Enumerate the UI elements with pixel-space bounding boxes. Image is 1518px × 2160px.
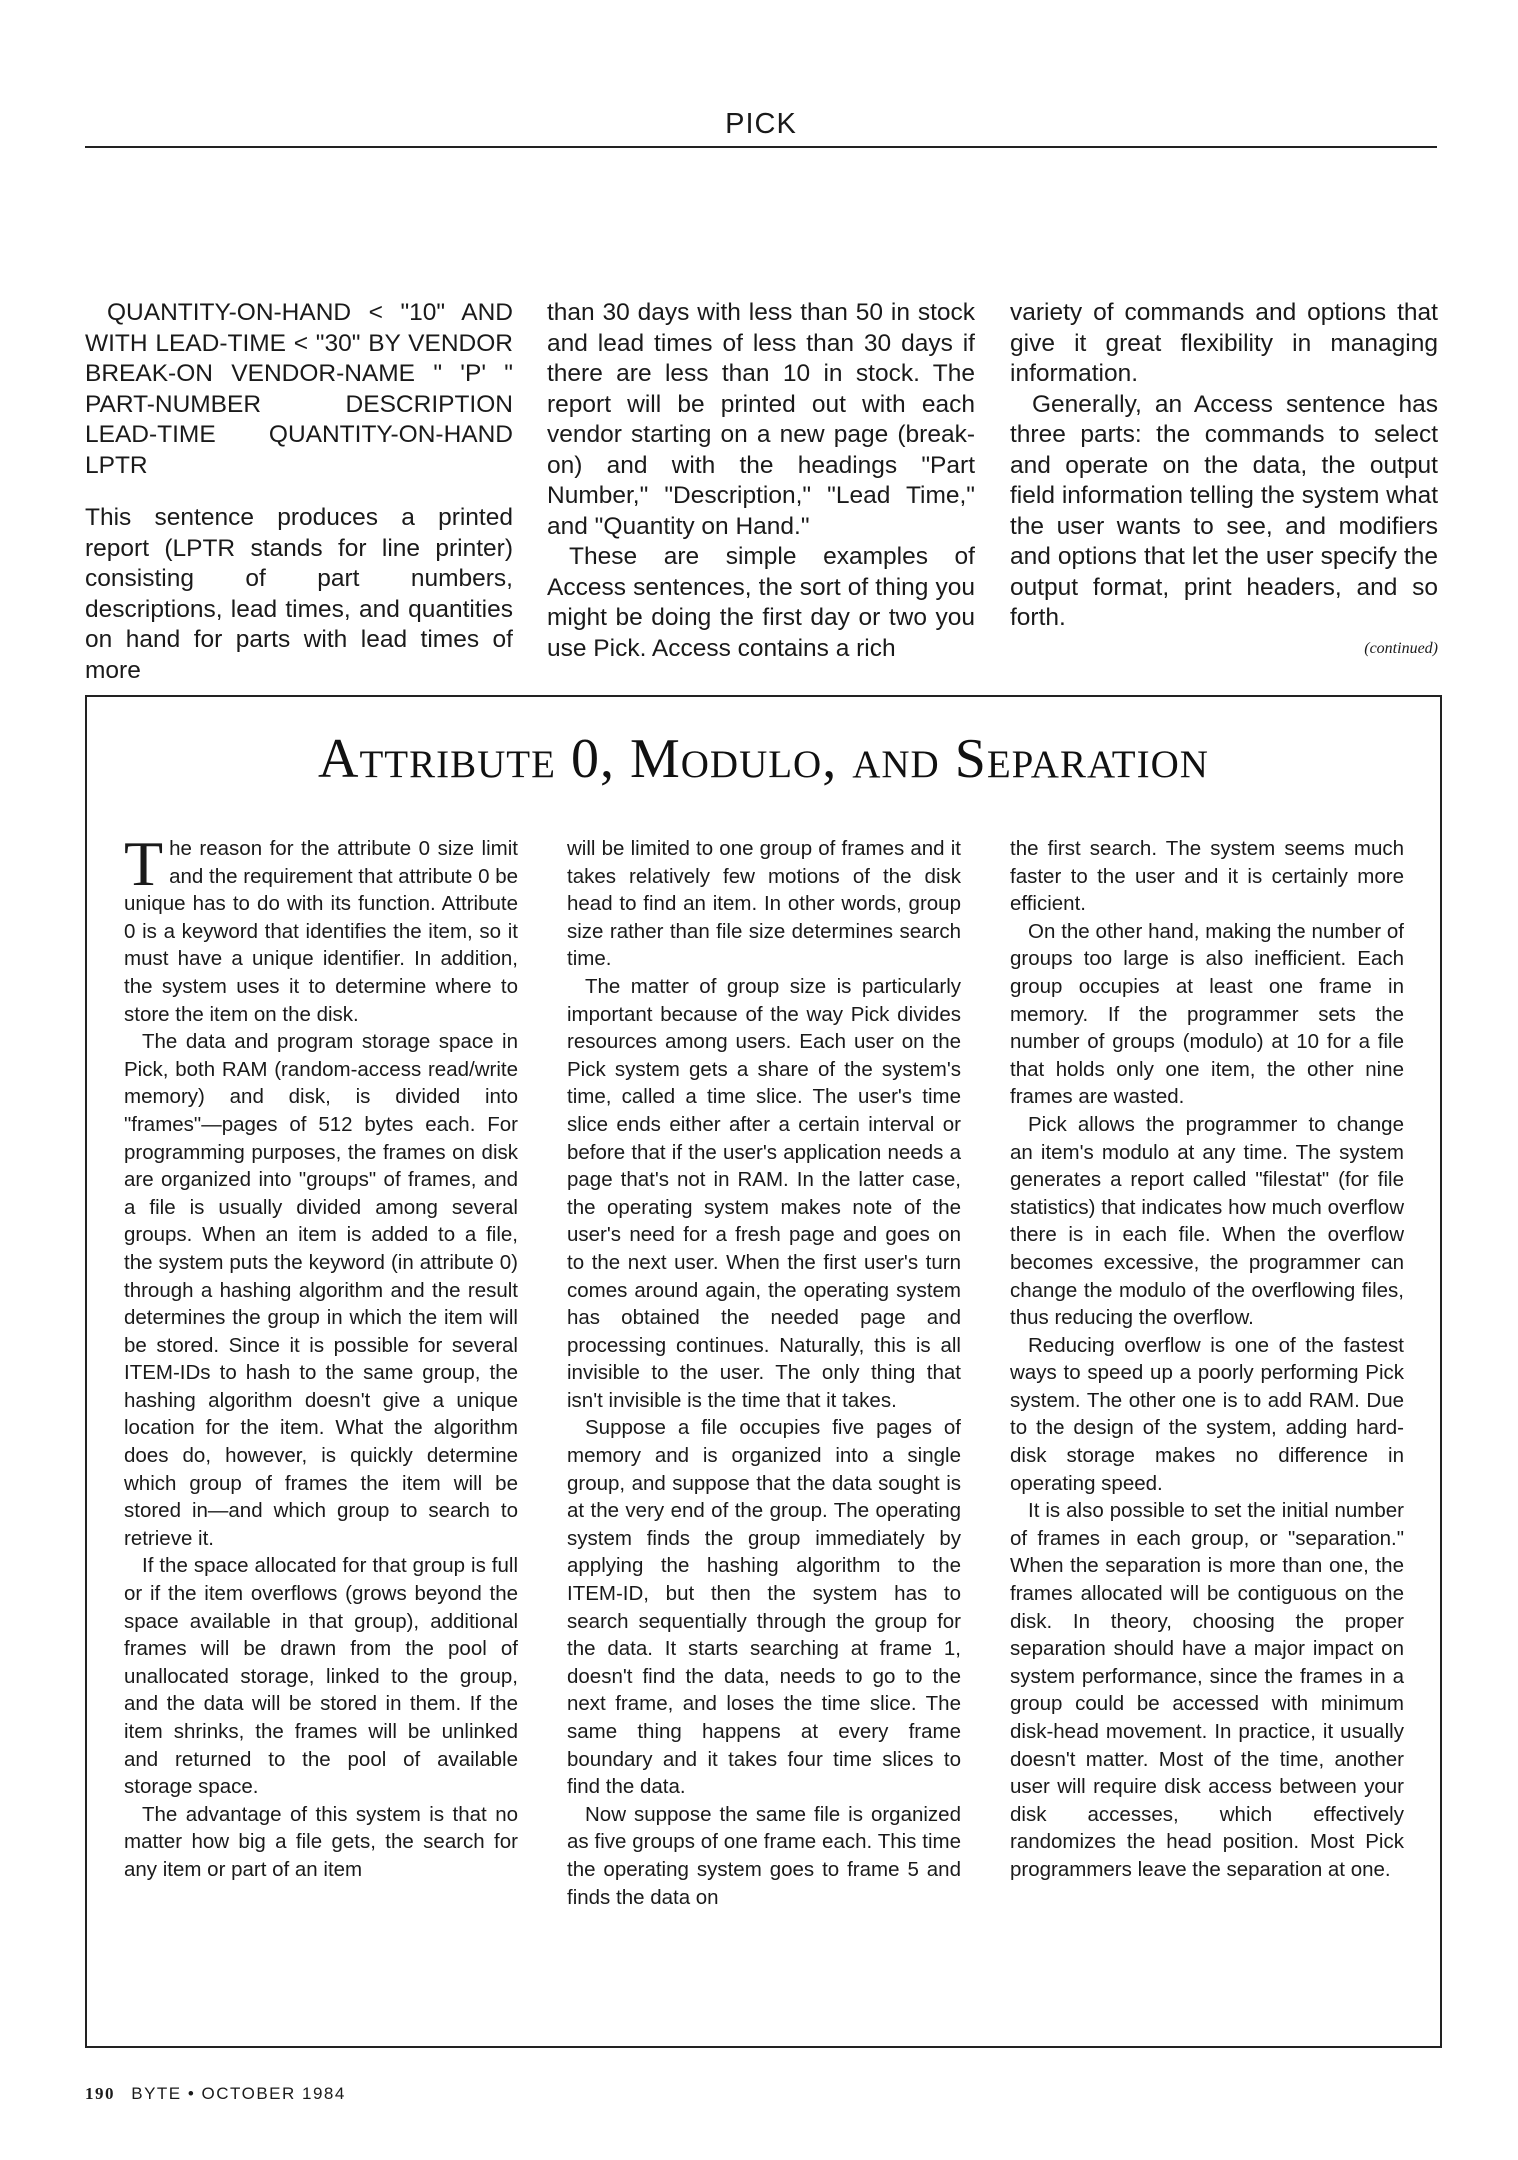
sidebar-paragraph: If the space allocated for that group is full or if the item overflows (grows beyond the space available in that group), additional frames will be drawn from the pool of unallocated storage, linked to the group, and the data will be stored in them. If the item shrinks, the frames will be unlinked and returned to the pool of available storage space. xyxy=(124,1554,518,1799)
sidebar-column-2 xyxy=(567,835,961,1911)
sidebar-paragraph: the first search. The system seems much faster to the user and it is certainly more efficient. xyxy=(1010,837,1404,916)
sidebar-paragraph: Suppose a file occupies five pages of memory and is organized into a single group, and suppose that the data sought is at the very end of the group. The operating system finds the group immediately by applying the hashing algorithm to the ITEM-ID, but then the system has to search sequentially through the group for the data. It starts searching at frame 1, doesn't find the data, needs to go to the next frame, and loses the time slice. The same thing happens at every frame boundary and it takes four time slices to find the data. xyxy=(567,1416,961,1799)
article-paragraph: This sentence produces a printed report (LPTR stands for line printer) consisting of part numbers, descriptions, lead times, and quantities on hand for parts with lead times of more xyxy=(85,504,513,684)
sidebar-title: Attribute 0, Modulo, and Separation xyxy=(318,728,1209,790)
running-header: PICK xyxy=(725,108,797,140)
article-column-3 xyxy=(1010,298,1438,634)
sidebar-paragraph: The data and program storage space in Pick, both RAM (random-access read/write memory) and disk, is divided into "frames"—pages of 512 bytes each. For programming purposes, the frames on disk are organized into "groups" of frames, and a file is usually divided among several groups. When an item is added to a file, the system puts the keyword (in attribute 0) through a hashing algorithm and the result determines the group in which the item will be stored. Since it is possible for several ITEM-IDs to hash to the same group, the hashing algorithm doesn't give a unique location for the item. What the algorithm does do, however, is quickly determine which group of frames the item will be stored in—and which group to search to retrieve it. xyxy=(124,1030,518,1550)
sidebar-paragraph: It is also possible to set the initial number of frames in each group, or "separation." When the separation is more than one, the frames allocated will be contiguous on the disk. In theory, choosing the proper separation should have a major impact on system performance, since the frames in a group could be accessed with minimum disk-head movement. In practice, it usually doesn't matter. Most of the time, another user will require disk access between your disk accesses, which effectively randomizes the head position. Most Pick programmers leave the separation at one. xyxy=(1010,1499,1404,1881)
sidebar-paragraph: Pick allows the programmer to change an item's modulo at any time. The system generates a report called "filestat" (for file statistics) that indicates how much overflow there is in each file. When the overflow becomes excessive, the programmer can change the modulo of the overflowing files, thus reducing the overflow. xyxy=(1010,1112,1404,1330)
access-sentence: QUANTITY-ON-HAND < "10" AND WITH LEAD-TIME < "30" BY VENDOR BREAK-ON VENDOR-NAME " 'P' " PART-NUMBER DESCRIPTION LEAD-TIME QUANTITY-ON-HAND LPTR xyxy=(85,299,513,479)
sidebar-paragraph: The matter of group size is particularly important because of the way Pick divides resources among users. Each user on the Pick system gets a share of the system's time, called a time slice. The user's time slice ends either after a certain interval or before that if the user's application needs a page that's not in RAM. In the latter case, the operating system makes note of the user's need for a fresh page and goes on to the next user. When the first user's turn comes around again, the operating system has obtained the needed page and processing continues. Naturally, this is all invisible to the user. The only thing that isn't invisible is the time that it takes. xyxy=(567,974,961,1412)
article-column-2 xyxy=(547,298,975,664)
sidebar-column-3 xyxy=(1010,835,1404,1884)
drop-cap: T xyxy=(124,828,164,899)
page-number: 190 xyxy=(85,2084,115,2103)
article-paragraph: than 30 days with less than 50 in stock and lead times of less than 30 days if there are less than 10 in stock. The report will be printed out with each vendor starting on a new page (break-on) and with the headings "Part Number," "Description," "Lead Time," and "Quantity on Hand." xyxy=(547,299,975,540)
publication-line: BYTE • OCTOBER 1984 xyxy=(131,2084,346,2103)
sidebar-box xyxy=(85,695,1442,2048)
sidebar-paragraph xyxy=(124,828,518,1028)
continued-note: (continued) xyxy=(1364,640,1438,657)
sidebar-paragraph: On the other hand, making the number of groups too large is also inefficient. Each group occupies at least one frame in memory. If the programmer sets the number of groups (modulo) at 10 for a file that holds only one item, the other nine frames are wasted. xyxy=(1010,919,1404,1109)
article-column-1 xyxy=(85,298,513,686)
sidebar-paragraph: Reducing overflow is one of the fastest ways to speed up a poorly performing Pick system. The other one is to add RAM. Due to the design of the system, adding hard-disk storage makes no difference in operating speed. xyxy=(1010,1333,1404,1495)
sidebar-paragraph: The advantage of this system is that no matter how big a file gets, the search for any item or part of an item xyxy=(124,1802,518,1881)
sidebar-column-1 xyxy=(124,828,518,1884)
article-paragraph: These are simple examples of Access sentences, the sort of thing you might be doing the first day or two you use Pick. Access contains a rich xyxy=(547,543,975,662)
sidebar-paragraph: Now suppose the same file is organized as five groups of one frame each. This time the operating system goes to frame 5 and finds the data on xyxy=(567,1802,961,1909)
header-rule xyxy=(85,146,1437,148)
page-footer xyxy=(85,2084,346,2104)
article-paragraph: Generally, an Access sentence has three parts: the commands to select and operate on the data, the output field information telling the system what the user wants to see, and modifiers and options that let the user specify the output format, print headers, and so forth. xyxy=(1010,390,1438,631)
sidebar-paragraph: will be limited to one group of frames and it takes relatively few motions of the disk head to find an item. In other words, group size rather than file size determines search time. xyxy=(567,837,961,971)
article-paragraph: variety of commands and options that give it great flexibility in managing information. xyxy=(1010,299,1438,387)
sidebar-paragraph-text: he reason for the attribute 0 size limit and the requirement that attribute 0 be unique has to do with its function. Attribute 0 is a keyword that identifies the item, so it must have a unique identifier. In addition, the system uses it to determine where to store the item on the disk. xyxy=(124,837,518,1026)
